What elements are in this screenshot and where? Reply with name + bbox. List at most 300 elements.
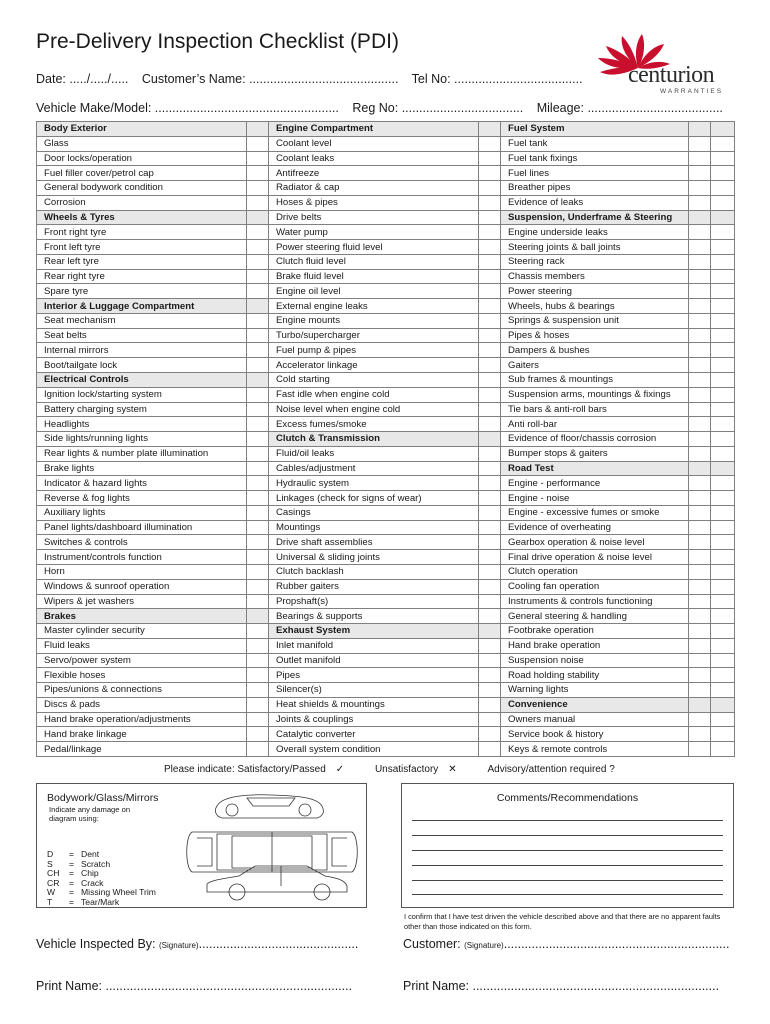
inspection-checklist-table: [36, 121, 735, 757]
checklist-item: Reverse & fog lights: [37, 491, 247, 506]
status-box[interactable]: [247, 624, 269, 639]
status-box[interactable]: [479, 328, 501, 343]
date-field[interactable]: Date: ...../...../.....: [36, 72, 129, 86]
header-line-1: [36, 72, 593, 86]
status-box[interactable]: [689, 594, 711, 609]
check-mark-icon: ✓: [335, 764, 345, 775]
status-box[interactable]: [711, 742, 735, 757]
table-row: [37, 210, 735, 225]
status-box[interactable]: [479, 254, 501, 269]
checklist-item: Warning lights: [501, 683, 689, 698]
status-box[interactable]: [479, 505, 501, 520]
status-box[interactable]: [479, 402, 501, 417]
checklist-item: Clutch backlash: [269, 564, 479, 579]
status-box: [711, 461, 735, 476]
section-header: Brakes: [37, 609, 247, 624]
checklist-item: Rubber gaiters: [269, 579, 479, 594]
status-box[interactable]: [689, 535, 711, 550]
status-box[interactable]: [689, 476, 711, 491]
status-box[interactable]: [689, 638, 711, 653]
checklist-item: Water pump: [269, 225, 479, 240]
comment-line[interactable]: [412, 850, 723, 851]
legend-row: W = Missing Wheel Trim: [47, 887, 156, 898]
print-name-left[interactable]: Print Name: .......................................................................: [36, 979, 353, 993]
status-box[interactable]: [711, 358, 735, 373]
status-box[interactable]: [247, 505, 269, 520]
status-box[interactable]: [479, 136, 501, 151]
status-box[interactable]: [689, 712, 711, 727]
section-header: Electrical Controls: [37, 373, 247, 388]
mileage-field[interactable]: Mileage: .......................................: [536, 101, 723, 115]
status-box[interactable]: [247, 387, 269, 402]
status-box[interactable]: [479, 240, 501, 255]
checklist-item: Silencer(s): [269, 683, 479, 698]
status-box[interactable]: [711, 624, 735, 639]
status-box[interactable]: [689, 313, 711, 328]
checklist-item: Clutch operation: [501, 564, 689, 579]
print-name-right[interactable]: Print Name: .......................................................................: [403, 979, 720, 993]
status-box[interactable]: [247, 417, 269, 432]
status-box[interactable]: [479, 313, 501, 328]
checklist-item: Road holding stability: [501, 668, 689, 683]
table-row: [37, 358, 735, 373]
status-box[interactable]: [247, 653, 269, 668]
table-row: [37, 313, 735, 328]
status-box: [247, 122, 269, 137]
status-box[interactable]: [711, 402, 735, 417]
status-box[interactable]: [247, 136, 269, 151]
status-box[interactable]: [479, 638, 501, 653]
status-box[interactable]: [689, 653, 711, 668]
status-box[interactable]: [479, 269, 501, 284]
checklist-item: Gearbox operation & noise level: [501, 535, 689, 550]
status-box[interactable]: [479, 181, 501, 196]
status-box[interactable]: [479, 151, 501, 166]
status-box[interactable]: [689, 742, 711, 757]
status-box[interactable]: [711, 284, 735, 299]
status-box[interactable]: [711, 136, 735, 151]
status-box[interactable]: [689, 225, 711, 240]
status-box[interactable]: [247, 668, 269, 683]
checklist-item: Indicator & hazard lights: [37, 476, 247, 491]
status-box[interactable]: [689, 240, 711, 255]
checklist-item: Seat mechanism: [37, 313, 247, 328]
status-box[interactable]: [689, 284, 711, 299]
status-box[interactable]: [479, 491, 501, 506]
table-row: [37, 535, 735, 550]
status-box[interactable]: [479, 697, 501, 712]
status-box[interactable]: [689, 343, 711, 358]
checklist-item: Battery charging system: [37, 402, 247, 417]
status-box[interactable]: [479, 520, 501, 535]
status-box[interactable]: [711, 564, 735, 579]
checklist-item: Radiator & cap: [269, 181, 479, 196]
checklist-item: Owners manual: [501, 712, 689, 727]
checklist-item: Pipes/unions & connections: [37, 683, 247, 698]
status-box[interactable]: [711, 387, 735, 402]
status-box[interactable]: [689, 254, 711, 269]
inspected-by-signature[interactable]: Vehicle Inspected By: (Signature)..............................................: [36, 937, 359, 951]
status-box[interactable]: [711, 417, 735, 432]
logo-subtitle: WARRANTIES: [660, 88, 724, 95]
status-box: [247, 210, 269, 225]
checklist-item: Steering rack: [501, 254, 689, 269]
status-box[interactable]: [689, 432, 711, 447]
status-box[interactable]: [711, 432, 735, 447]
status-box[interactable]: [247, 535, 269, 550]
status-box: [479, 624, 501, 639]
table-row: [37, 476, 735, 491]
status-box[interactable]: [479, 358, 501, 373]
status-box[interactable]: [479, 417, 501, 432]
checklist-item: General steering & handling: [501, 609, 689, 624]
checklist-item: Final drive operation & noise level: [501, 550, 689, 565]
table-row: [37, 624, 735, 639]
status-box[interactable]: [689, 564, 711, 579]
checklist-item: Servo/power system: [37, 653, 247, 668]
page-title: Pre-Delivery Inspection Checklist (PDI): [36, 30, 399, 53]
comment-line[interactable]: [412, 865, 723, 866]
checklist-item: Glass: [37, 136, 247, 151]
checklist-item: Hand brake operation: [501, 638, 689, 653]
status-box[interactable]: [479, 166, 501, 181]
status-box[interactable]: [689, 417, 711, 432]
checklist-item: Tie bars & anti-roll bars: [501, 402, 689, 417]
status-box[interactable]: [711, 373, 735, 388]
table-row: [37, 550, 735, 565]
status-box[interactable]: [711, 313, 735, 328]
status-box[interactable]: [247, 181, 269, 196]
checklist-item: Power steering: [501, 284, 689, 299]
checklist-item: Propshaft(s): [269, 594, 479, 609]
status-box[interactable]: [711, 299, 735, 314]
status-box[interactable]: [479, 535, 501, 550]
table-row: [37, 697, 735, 712]
status-box[interactable]: [711, 609, 735, 624]
section-header: Convenience: [501, 697, 689, 712]
status-box[interactable]: [711, 727, 735, 742]
status-box[interactable]: [479, 461, 501, 476]
table-row: [37, 254, 735, 269]
section-header: Exhaust System: [269, 624, 479, 639]
status-box[interactable]: [689, 491, 711, 506]
status-box[interactable]: [247, 491, 269, 506]
status-box[interactable]: [479, 284, 501, 299]
status-box[interactable]: [247, 195, 269, 210]
status-box[interactable]: [247, 683, 269, 698]
status-box[interactable]: [247, 225, 269, 240]
legend-row: D = Dent: [47, 849, 100, 859]
checklist-item: Rear lights & number plate illumination: [37, 446, 247, 461]
status-box[interactable]: [479, 373, 501, 388]
status-box[interactable]: [711, 535, 735, 550]
status-box[interactable]: [247, 151, 269, 166]
status-box: [247, 609, 269, 624]
comment-line[interactable]: [412, 894, 723, 895]
status-box[interactable]: [711, 195, 735, 210]
comment-line[interactable]: [412, 820, 723, 821]
status-box[interactable]: [247, 166, 269, 181]
checklist-item: Cold starting: [269, 373, 479, 388]
table-row: [37, 564, 735, 579]
comment-line[interactable]: [412, 835, 723, 836]
status-box[interactable]: [689, 166, 711, 181]
checklist-item: Overall system condition: [269, 742, 479, 757]
status-box[interactable]: [247, 254, 269, 269]
checklist-item: Front right tyre: [37, 225, 247, 240]
status-box[interactable]: [711, 240, 735, 255]
checklist-item: Accelerator linkage: [269, 358, 479, 373]
status-box[interactable]: [247, 461, 269, 476]
checklist-item: Fuel tank: [501, 136, 689, 151]
checklist-item: Anti roll-bar: [501, 417, 689, 432]
status-box[interactable]: [479, 742, 501, 757]
status-box[interactable]: [711, 579, 735, 594]
checklist-item: Switches & controls: [37, 535, 247, 550]
status-box[interactable]: [247, 550, 269, 565]
checklist-item: Turbo/supercharger: [269, 328, 479, 343]
status-box[interactable]: [479, 195, 501, 210]
status-box[interactable]: [247, 638, 269, 653]
indicate-legend: Please indicate: Satisfactory/Passed ✓ Unsatisfactory ✕ Advisory/attention required ?: [164, 764, 615, 775]
checklist-item: General bodywork condition: [37, 181, 247, 196]
status-box[interactable]: [689, 195, 711, 210]
status-box[interactable]: [247, 579, 269, 594]
status-box[interactable]: [479, 712, 501, 727]
status-box[interactable]: [711, 225, 735, 240]
status-box[interactable]: [711, 166, 735, 181]
table-row: [37, 343, 735, 358]
checklist-item: Spare tyre: [37, 284, 247, 299]
tel-field[interactable]: Tel No: .....................................: [411, 72, 583, 86]
table-row: [37, 181, 735, 196]
status-box[interactable]: [711, 550, 735, 565]
checklist-item: Seat belts: [37, 328, 247, 343]
section-header: Fuel System: [501, 122, 689, 137]
reg-field[interactable]: Reg No: ...................................: [352, 101, 524, 115]
status-box[interactable]: [479, 225, 501, 240]
status-box[interactable]: [689, 181, 711, 196]
table-row: [37, 446, 735, 461]
checklist-item: Engine - performance: [501, 476, 689, 491]
status-box: [689, 210, 711, 225]
checklist-item: Horn: [37, 564, 247, 579]
status-box[interactable]: [711, 476, 735, 491]
checklist-item: Engine underside leaks: [501, 225, 689, 240]
status-box[interactable]: [479, 446, 501, 461]
car-outline-diagram-icon[interactable]: [177, 788, 367, 906]
status-box[interactable]: [247, 432, 269, 447]
checklist-item: Door locks/operation: [37, 151, 247, 166]
checklist-item: Internal mirrors: [37, 343, 247, 358]
status-box[interactable]: [711, 328, 735, 343]
status-box[interactable]: [247, 269, 269, 284]
status-box[interactable]: [247, 358, 269, 373]
checklist-item: Evidence of leaks: [501, 195, 689, 210]
checklist-item: Engine - excessive fumes or smoke: [501, 505, 689, 520]
comments-box[interactable]: [401, 783, 734, 908]
checklist-item: Cooling fan operation: [501, 579, 689, 594]
table-row: [37, 417, 735, 432]
status-box[interactable]: [689, 136, 711, 151]
status-box[interactable]: [479, 564, 501, 579]
status-box[interactable]: [689, 520, 711, 535]
checklist-item: Evidence of overheating: [501, 520, 689, 535]
status-box[interactable]: [479, 210, 501, 225]
status-box[interactable]: [689, 373, 711, 388]
status-box[interactable]: [247, 564, 269, 579]
status-box[interactable]: [689, 402, 711, 417]
status-box[interactable]: [247, 240, 269, 255]
status-box[interactable]: [711, 446, 735, 461]
checklist-item: Front left tyre: [37, 240, 247, 255]
status-box[interactable]: [711, 343, 735, 358]
logo-wordmark: centurion: [628, 62, 715, 88]
status-box[interactable]: [479, 343, 501, 358]
status-box[interactable]: [711, 151, 735, 166]
status-box[interactable]: [479, 579, 501, 594]
status-box[interactable]: [711, 269, 735, 284]
table-row: [37, 269, 735, 284]
status-box[interactable]: [711, 638, 735, 653]
status-box[interactable]: [247, 712, 269, 727]
status-box[interactable]: [689, 358, 711, 373]
diagram-title: Bodywork/Glass/Mirrors: [47, 792, 159, 804]
status-box[interactable]: [689, 668, 711, 683]
checklist-item: Fuel tank fixings: [501, 151, 689, 166]
status-box: [247, 373, 269, 388]
legend-row: T = Tear/Mark: [47, 896, 120, 907]
table-row: [37, 432, 735, 447]
table-row: [37, 505, 735, 520]
status-box[interactable]: [711, 653, 735, 668]
checklist-item: Fluid leaks: [37, 638, 247, 653]
status-box[interactable]: [689, 683, 711, 698]
status-box[interactable]: [247, 313, 269, 328]
legend-row: S = Scratch: [47, 858, 111, 869]
table-row: [37, 195, 735, 210]
table-row: [37, 594, 735, 609]
table-row: [37, 668, 735, 683]
status-box[interactable]: [247, 284, 269, 299]
status-box[interactable]: [689, 727, 711, 742]
status-box[interactable]: [689, 505, 711, 520]
status-box[interactable]: [479, 727, 501, 742]
checklist-item: Excess fumes/smoke: [269, 417, 479, 432]
status-box[interactable]: [247, 520, 269, 535]
table-row: [37, 653, 735, 668]
status-box[interactable]: [479, 683, 501, 698]
checklist-item: Inlet manifold: [269, 638, 479, 653]
status-box[interactable]: [711, 254, 735, 269]
checklist-item: Headlights: [37, 417, 247, 432]
status-box[interactable]: [689, 579, 711, 594]
customer-name-field[interactable]: Customer’s Name: ...........................................: [141, 72, 399, 86]
status-box[interactable]: [479, 668, 501, 683]
status-box[interactable]: [479, 476, 501, 491]
status-box[interactable]: [689, 609, 711, 624]
table-row: [37, 742, 735, 757]
confirmation-statement: I confirm that I have test driven the vehicle described above and that there are no apparent faults other than those indicated on this form.: [404, 912, 721, 931]
status-box[interactable]: [479, 550, 501, 565]
status-box[interactable]: [479, 387, 501, 402]
checklist-item: Sub frames & mountings: [501, 373, 689, 388]
checklist-item: Chassis members: [501, 269, 689, 284]
checklist-item: Universal & sliding joints: [269, 550, 479, 565]
status-box[interactable]: [711, 505, 735, 520]
status-box[interactable]: [247, 402, 269, 417]
bodywork-diagram-box: [36, 783, 367, 908]
status-box[interactable]: [479, 594, 501, 609]
status-box[interactable]: [479, 653, 501, 668]
status-box[interactable]: [711, 668, 735, 683]
table-row: [37, 136, 735, 151]
status-box[interactable]: [247, 742, 269, 757]
status-box[interactable]: [479, 609, 501, 624]
section-header: Body Exterior: [37, 122, 247, 137]
table-row: [37, 166, 735, 181]
status-box[interactable]: [479, 299, 501, 314]
status-box[interactable]: [247, 446, 269, 461]
checklist-item: Casings: [269, 505, 479, 520]
status-box[interactable]: [689, 446, 711, 461]
status-box[interactable]: [711, 491, 735, 506]
status-box[interactable]: [711, 712, 735, 727]
status-box[interactable]: [689, 151, 711, 166]
status-box[interactable]: [689, 550, 711, 565]
status-box[interactable]: [689, 387, 711, 402]
checklist-item: Pipes & hoses: [501, 328, 689, 343]
checklist-item: Dampers & bushes: [501, 343, 689, 358]
checklist-item: Hoses & pipes: [269, 195, 479, 210]
checklist-item: Hydraulic system: [269, 476, 479, 491]
checklist-item: Boot/tailgate lock: [37, 358, 247, 373]
checklist-item: Engine mounts: [269, 313, 479, 328]
status-box[interactable]: [689, 299, 711, 314]
status-box[interactable]: [711, 181, 735, 196]
status-box: [479, 122, 501, 137]
status-box[interactable]: [247, 476, 269, 491]
customer-signature[interactable]: Customer: (Signature).................................................................: [403, 937, 730, 951]
vehicle-field[interactable]: Vehicle Make/Model: .....................................................: [36, 101, 339, 115]
checklist-item: Coolant level: [269, 136, 479, 151]
checklist-item: Catalytic converter: [269, 727, 479, 742]
status-box[interactable]: [247, 594, 269, 609]
checklist-item: Suspension noise: [501, 653, 689, 668]
status-box[interactable]: [711, 683, 735, 698]
checklist-item: Footbrake operation: [501, 624, 689, 639]
checklist-item: Engine - noise: [501, 491, 689, 506]
status-box[interactable]: [247, 727, 269, 742]
table-row: [37, 520, 735, 535]
checklist-item: Outlet manifold: [269, 653, 479, 668]
status-box[interactable]: [689, 269, 711, 284]
status-box[interactable]: [689, 328, 711, 343]
checklist-item: Rear left tyre: [37, 254, 247, 269]
status-box[interactable]: [689, 624, 711, 639]
status-box[interactable]: [711, 594, 735, 609]
status-box[interactable]: [247, 328, 269, 343]
checklist-item: Bumper stops & gaiters: [501, 446, 689, 461]
status-box[interactable]: [247, 343, 269, 358]
cross-mark-icon: ✕: [448, 764, 457, 775]
comment-line[interactable]: [412, 880, 723, 881]
table-row: [37, 579, 735, 594]
checklist-item: Fuel pump & pipes: [269, 343, 479, 358]
checklist-item: Drive shaft assemblies: [269, 535, 479, 550]
status-box[interactable]: [711, 520, 735, 535]
status-box[interactable]: [247, 697, 269, 712]
